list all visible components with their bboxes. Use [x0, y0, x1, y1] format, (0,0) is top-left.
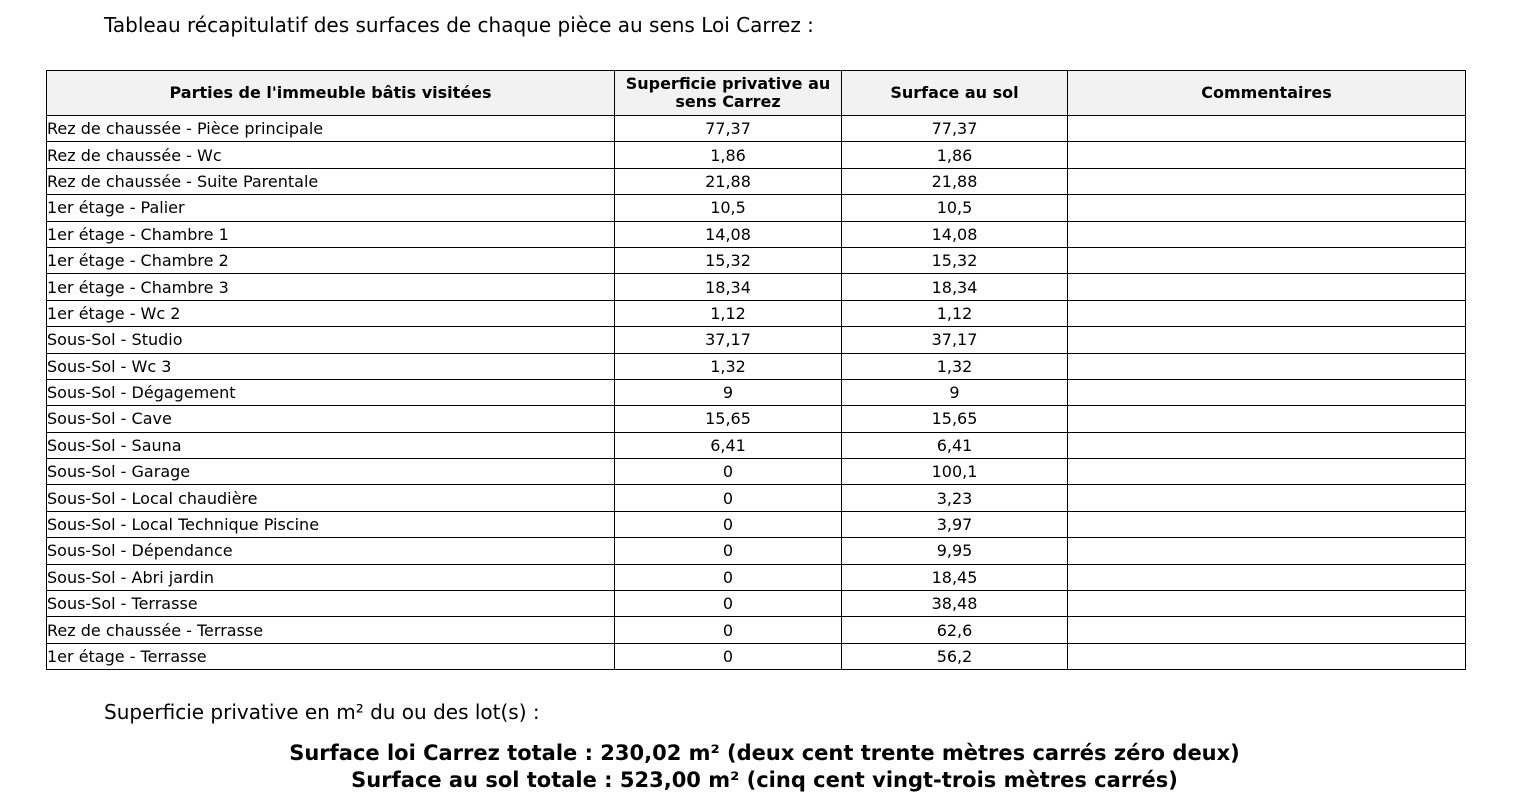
document-title: Tableau récapitulatif des surfaces de chaque pièce au sens Loi Carrez :	[104, 13, 814, 37]
subtitle: Superficie privative en m² du ou des lot(s) :	[104, 700, 540, 724]
cell-part: Sous-Sol - Local chaudière	[47, 485, 615, 511]
header-part: Parties de l'immeuble bâtis visitées	[47, 71, 615, 116]
cell-sol: 18,34	[842, 274, 1068, 300]
header-carrez-line1: Superficie privative au	[625, 74, 831, 93]
cell-comment	[1068, 327, 1466, 353]
cell-comment	[1068, 406, 1466, 432]
cell-sol: 18,45	[842, 564, 1068, 590]
table-row	[47, 432, 1466, 458]
header-carrez	[615, 71, 842, 116]
cell-carrez: 15,32	[615, 247, 842, 273]
table-row	[47, 643, 1466, 669]
cell-sol: 62,6	[842, 617, 1068, 643]
cell-carrez: 0	[615, 485, 842, 511]
cell-comment	[1068, 643, 1466, 669]
cell-carrez: 21,88	[615, 168, 842, 194]
cell-carrez: 0	[615, 617, 842, 643]
cell-part: 1er étage - Terrasse	[47, 643, 615, 669]
table-row	[47, 300, 1466, 326]
cell-carrez: 6,41	[615, 432, 842, 458]
cell-comment	[1068, 591, 1466, 617]
cell-carrez: 1,12	[615, 300, 842, 326]
cell-part: Sous-Sol - Dégagement	[47, 379, 615, 405]
cell-carrez: 0	[615, 564, 842, 590]
cell-sol: 14,08	[842, 221, 1068, 247]
cell-comment	[1068, 353, 1466, 379]
cell-part: Sous-Sol - Studio	[47, 327, 615, 353]
cell-comment	[1068, 300, 1466, 326]
cell-part: 1er étage - Chambre 3	[47, 274, 615, 300]
cell-carrez: 37,17	[615, 327, 842, 353]
cell-part: Rez de chaussée - Wc	[47, 142, 615, 168]
total-sol: Surface au sol totale : 523,00 m² (cinq cent vingt-trois mètres carrés)	[351, 768, 1178, 792]
cell-part: 1er étage - Chambre 2	[47, 247, 615, 273]
table-row	[47, 485, 1466, 511]
table-row	[47, 168, 1466, 194]
table-row	[47, 247, 1466, 273]
cell-comment	[1068, 168, 1466, 194]
cell-carrez: 0	[615, 643, 842, 669]
cell-carrez: 18,34	[615, 274, 842, 300]
table-row	[47, 459, 1466, 485]
total-carrez: Surface loi Carrez totale : 230,02 m² (deux cent trente mètres carrés zéro deux)	[289, 741, 1240, 765]
cell-sol: 3,97	[842, 511, 1068, 537]
cell-carrez: 0	[615, 591, 842, 617]
cell-sol: 15,32	[842, 247, 1068, 273]
table-row	[47, 142, 1466, 168]
cell-comment	[1068, 247, 1466, 273]
cell-part: Rez de chaussée - Terrasse	[47, 617, 615, 643]
cell-part: 1er étage - Palier	[47, 195, 615, 221]
table-row	[47, 116, 1466, 142]
cell-part: Sous-Sol - Garage	[47, 459, 615, 485]
cell-carrez: 77,37	[615, 116, 842, 142]
cell-part: Rez de chaussée - Suite Parentale	[47, 168, 615, 194]
cell-part: 1er étage - Chambre 1	[47, 221, 615, 247]
cell-comment	[1068, 221, 1466, 247]
header-carrez-line2: sens Carrez	[675, 92, 781, 111]
cell-sol: 1,86	[842, 142, 1068, 168]
cell-carrez: 1,86	[615, 142, 842, 168]
cell-part: Sous-Sol - Wc 3	[47, 353, 615, 379]
totals	[0, 740, 1514, 794]
table-row	[47, 538, 1466, 564]
cell-carrez: 15,65	[615, 406, 842, 432]
cell-carrez: 9	[615, 379, 842, 405]
cell-comment	[1068, 564, 1466, 590]
table-row	[47, 591, 1466, 617]
cell-carrez: 0	[615, 459, 842, 485]
cell-part: Rez de chaussée - Pièce principale	[47, 116, 615, 142]
cell-sol: 1,32	[842, 353, 1068, 379]
table-row	[47, 327, 1466, 353]
table-row	[47, 221, 1466, 247]
table-row	[47, 274, 1466, 300]
table-row	[47, 195, 1466, 221]
cell-sol: 1,12	[842, 300, 1068, 326]
cell-sol: 9,95	[842, 538, 1068, 564]
cell-part: 1er étage - Wc 2	[47, 300, 615, 326]
cell-part: Sous-Sol - Local Technique Piscine	[47, 511, 615, 537]
cell-sol: 21,88	[842, 168, 1068, 194]
cell-part: Sous-Sol - Sauna	[47, 432, 615, 458]
cell-sol: 3,23	[842, 485, 1068, 511]
table-row	[47, 379, 1466, 405]
surfaces-table	[46, 70, 1466, 670]
table-row	[47, 511, 1466, 537]
cell-sol: 56,2	[842, 643, 1068, 669]
cell-part: Sous-Sol - Cave	[47, 406, 615, 432]
table-header-row	[47, 71, 1466, 116]
cell-carrez: 14,08	[615, 221, 842, 247]
header-comments: Commentaires	[1068, 71, 1466, 116]
cell-comment	[1068, 485, 1466, 511]
table-row	[47, 617, 1466, 643]
cell-sol: 37,17	[842, 327, 1068, 353]
cell-sol: 77,37	[842, 116, 1068, 142]
cell-comment	[1068, 511, 1466, 537]
cell-comment	[1068, 195, 1466, 221]
cell-carrez: 1,32	[615, 353, 842, 379]
cell-carrez: 10,5	[615, 195, 842, 221]
cell-sol: 9	[842, 379, 1068, 405]
cell-comment	[1068, 116, 1466, 142]
cell-part: Sous-Sol - Dépendance	[47, 538, 615, 564]
table-row	[47, 564, 1466, 590]
header-sol: Surface au sol	[842, 71, 1068, 116]
cell-part: Sous-Sol - Terrasse	[47, 591, 615, 617]
cell-sol: 38,48	[842, 591, 1068, 617]
cell-comment	[1068, 274, 1466, 300]
cell-comment	[1068, 459, 1466, 485]
table-row	[47, 406, 1466, 432]
table-row	[47, 353, 1466, 379]
cell-carrez: 0	[615, 538, 842, 564]
cell-comment	[1068, 538, 1466, 564]
cell-comment	[1068, 142, 1466, 168]
cell-sol: 10,5	[842, 195, 1068, 221]
cell-sol: 100,1	[842, 459, 1068, 485]
cell-sol: 15,65	[842, 406, 1068, 432]
cell-sol: 6,41	[842, 432, 1068, 458]
cell-comment	[1068, 617, 1466, 643]
cell-comment	[1068, 379, 1466, 405]
cell-part: Sous-Sol - Abri jardin	[47, 564, 615, 590]
cell-comment	[1068, 432, 1466, 458]
cell-carrez: 0	[615, 511, 842, 537]
